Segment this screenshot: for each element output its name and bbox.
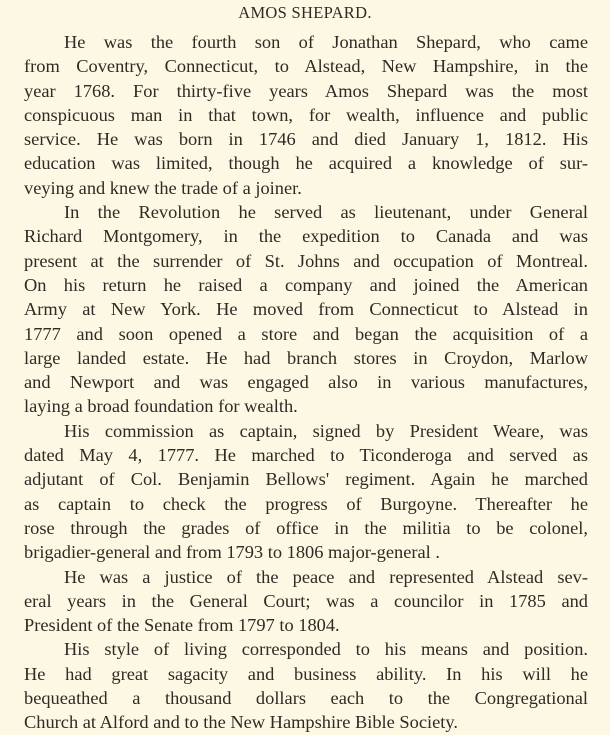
text-line: He had great sagacity and business ability. In his will he xyxy=(24,663,588,684)
paragraph-5 xyxy=(24,637,588,734)
text-line: present at the surrender of St. Johns and occupation of Montreal. xyxy=(24,250,588,271)
text-line: bequeathed a thousand dollars each to the Congregational xyxy=(24,688,588,709)
text-line: and Newport and was engaged also in various manufactures, xyxy=(24,372,588,393)
paragraph-2 xyxy=(24,200,588,419)
text-line: In the Revolution he served as lieutenant, under General xyxy=(64,202,588,223)
text-line: Richard Montgomery, in the expedition to Canada and was xyxy=(24,226,588,247)
text-line: veying and knew the trade of a joiner. xyxy=(24,177,302,198)
text-line: as captain to check the progress of Burgoyne. Thereafter he xyxy=(24,493,588,514)
text-line: President of the Senate from 1797 to 1804. xyxy=(24,615,340,636)
text-line: He was the fourth son of Jonathan Shepard, who came xyxy=(64,32,588,52)
text-line: brigadier-general and from 1793 to 1806 major-general . xyxy=(24,542,440,563)
text-line: conspicuous man in that town, for wealth, influence and public xyxy=(24,104,588,125)
text-line: laying a broad foundation for wealth. xyxy=(24,396,298,417)
text-line: He was a justice of the peace and represented Alstead sev- xyxy=(64,566,588,587)
text-line: Church at Alford and to the New Hampshire Bible Society. xyxy=(24,712,458,733)
text-line: On his return he raised a company and joined the American xyxy=(24,274,588,295)
text-line: His commission as captain, signed by President Weare, was xyxy=(64,420,588,441)
paragraph-3 xyxy=(24,419,588,565)
text-line: His style of living corresponded to his means and position. xyxy=(64,639,588,660)
page-title: AMOS SHEPARD. xyxy=(238,3,372,22)
document-body xyxy=(24,30,588,735)
text-line: eral years in the General Court; was a councilor in 1785 and xyxy=(24,590,588,611)
text-line: Army at New York. He moved from Connecticut to Alstead in xyxy=(24,299,588,320)
text-line: year 1768. For thirty-five years Amos Shepard was the most xyxy=(24,80,588,101)
text-line: dated May 4, 1777. He marched to Ticonderoga and served as xyxy=(24,445,588,466)
paragraph-1 xyxy=(24,30,588,200)
text-line: large landed estate. He had branch stores in Croydon, Marlow xyxy=(24,347,588,368)
text-line: education was limited, though he acquired a knowledge of sur- xyxy=(24,153,588,174)
text-line: adjutant of Col. Benjamin Bellows' regiment. Again he marched xyxy=(24,469,588,490)
text-line: from Coventry, Connecticut, to Alstead, New Hampshire, in the xyxy=(24,56,588,77)
text-line: service. He was born in 1746 and died January 1, 1812. His xyxy=(24,129,588,150)
paragraph-4 xyxy=(24,565,588,638)
text-line: rose through the grades of office in the militia to be colonel, xyxy=(24,517,588,538)
text-line: 1777 and soon opened a store and began the acquisition of a xyxy=(24,323,588,344)
